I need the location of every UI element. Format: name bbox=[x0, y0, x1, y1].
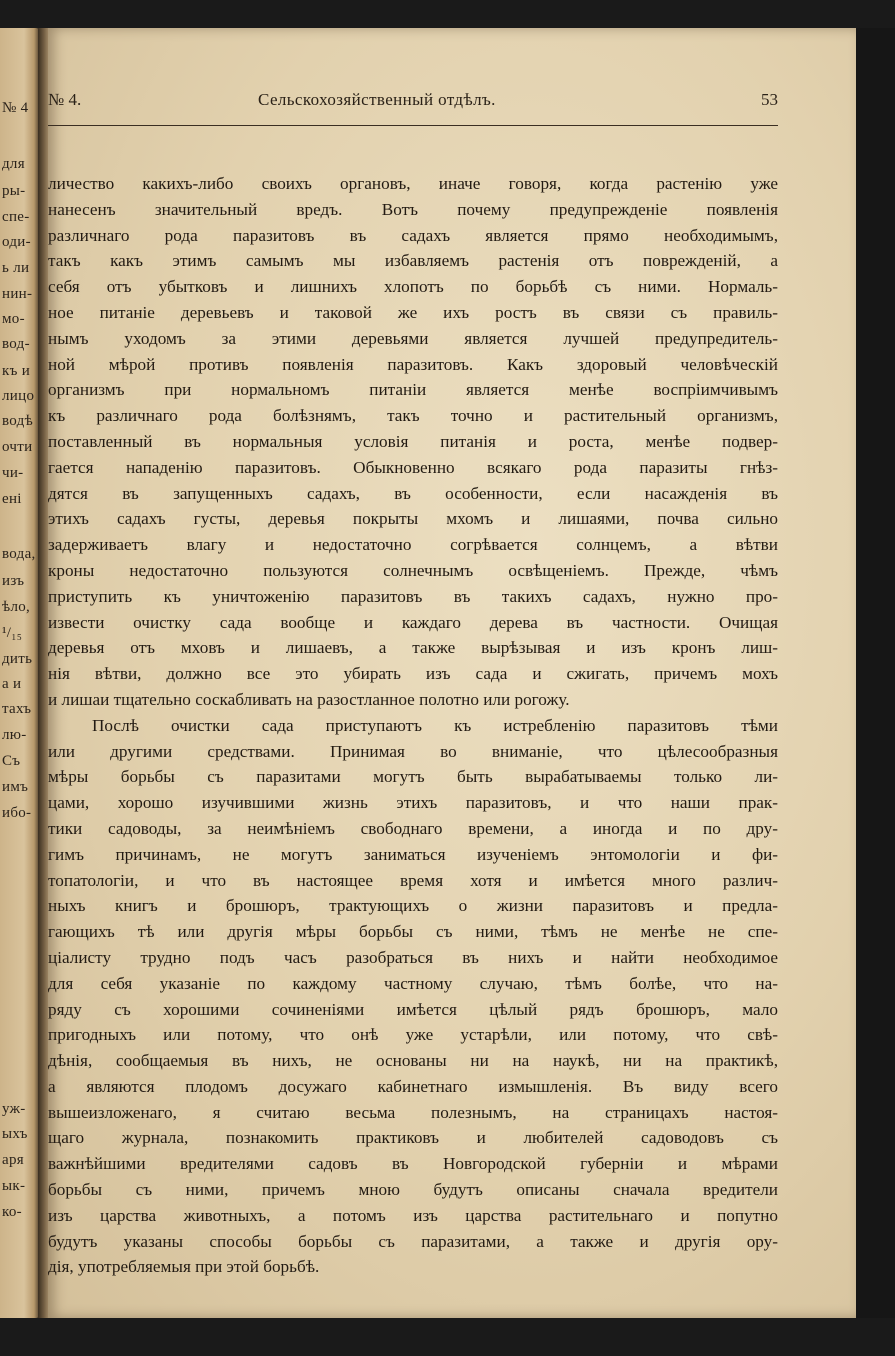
text-line: важнѣйшими вредителями садовъ въ Новгородской губерніи и мѣрами bbox=[48, 1154, 778, 1174]
left-page-fragment: водѣ bbox=[2, 413, 34, 429]
text-line: топатологіи, и что въ настоящее время хотя и имѣется много различ- bbox=[48, 870, 778, 890]
left-page-fragment: имъ bbox=[2, 779, 29, 795]
left-page-fragment: изъ bbox=[2, 573, 25, 589]
book-page bbox=[48, 28, 856, 1318]
text-line: ное питаніе деревьевъ и таковой же ихъ ростъ въ связи съ правиль- bbox=[48, 302, 778, 322]
text-line: себя отъ убытковъ и лишнихъ хлопотъ по борьбѣ съ ними. Нормаль- bbox=[48, 277, 778, 297]
left-page-fragment: ры- bbox=[2, 183, 26, 199]
text-line: различнаго рода паразитовъ въ садахъ является прямо необходимымъ, bbox=[48, 225, 778, 245]
left-page-fragment: уж- bbox=[2, 1101, 26, 1117]
text-line: гимъ причинамъ, не могутъ заниматься изученіемъ энтомологіи и фи- bbox=[48, 844, 778, 864]
text-line: деревья отъ мховъ и лишаевъ, а также вырѣзывая и изъ кронъ лиш- bbox=[48, 638, 778, 658]
text-line: къ различнаго рода болѣзнямъ, такъ точно и растительный организмъ, bbox=[48, 406, 778, 426]
text-line: ціалисту трудно подъ часъ разобраться въ нихъ и найти необходимое bbox=[48, 947, 778, 967]
text-line: ряду съ хорошими сочиненіями имѣется цѣлый рядъ брошюръ, мало bbox=[48, 999, 778, 1019]
left-page-fragment: Съ bbox=[2, 753, 21, 769]
text-line: и лишаи тщательно соскабливать на разостланное полотно или рогожу. bbox=[48, 689, 570, 709]
left-page-fragment: ѣло, bbox=[2, 599, 31, 615]
text-line: пригодныхъ или потому, что онѣ уже устарѣли, или потому, что свѣ- bbox=[48, 1025, 778, 1045]
section-title: Сельскохозяйственный отдѣлъ. bbox=[258, 90, 496, 109]
left-page-fragment: ¹/₁₅ bbox=[2, 625, 23, 641]
left-page-fragment: ыхъ bbox=[2, 1126, 28, 1142]
page-number: 53 bbox=[761, 90, 778, 109]
text-line: задерживаетъ влагу и недостаточно согрѣвается солнцемъ, а вѣтви bbox=[48, 535, 778, 555]
text-line: нія вѣтви, должно все это убирать изъ сада и сжигать, причемъ мохъ bbox=[48, 664, 778, 684]
left-page-fragment: тахъ bbox=[2, 701, 32, 717]
text-line: кроны недостаточно пользуются солнечнымъ освѣщеніемъ. Прежде, чѣмъ bbox=[48, 560, 778, 580]
text-line: дятся въ запущенныхъ садахъ, въ особенности, если насажденія въ bbox=[48, 483, 778, 503]
left-page-fragment: а и bbox=[2, 676, 22, 692]
left-page-fragment: оди- bbox=[2, 234, 31, 250]
left-page-fragment: лю- bbox=[2, 727, 27, 743]
text-line: гается нападенію паразитовъ. Обыкновенно всякаго рода паразиты гнѣз- bbox=[48, 457, 778, 477]
text-line: ныхъ книгъ и брошюръ, трактующихъ о жизни паразитовъ и предла- bbox=[48, 896, 778, 916]
text-line: личество какихъ-либо своихъ органовъ, иначе говоря, когда растенію уже bbox=[48, 174, 778, 193]
text-line: поставленный въ нормальныя условія питанія и роста, менѣе подвер- bbox=[48, 431, 778, 451]
text-line: этихъ садахъ густы, деревья покрыты мхомъ и лишаями, почва сильно bbox=[48, 509, 778, 529]
text-line: или другими средствами. Принимая во вниманіе, что цѣлесообразныя bbox=[48, 741, 778, 761]
left-page-fragment: лицо bbox=[2, 388, 35, 404]
body-text bbox=[48, 171, 778, 1280]
left-page-fragment: ко- bbox=[2, 1204, 22, 1220]
left-page-fragment: нин- bbox=[2, 286, 33, 302]
running-header bbox=[48, 90, 778, 116]
text-line: нымъ уходомъ за этими деревьями является лучшей предупредитель- bbox=[48, 328, 778, 348]
header-rule bbox=[48, 125, 778, 126]
left-page-fragment: вод- bbox=[2, 336, 30, 352]
left-page-fragment: къ и bbox=[2, 363, 31, 379]
text-line: организмъ при нормальномъ питаніи является менѣе воспріимчивымъ bbox=[48, 380, 778, 400]
left-page-fragment: № 4 bbox=[2, 100, 29, 116]
left-page-fragment: аря bbox=[2, 1152, 24, 1168]
left-page-fragment: спе- bbox=[2, 209, 30, 225]
left-page-edge bbox=[0, 28, 40, 1318]
text-line: мѣры борьбы съ паразитами могутъ быть вырабатываемы только ли- bbox=[48, 767, 778, 787]
left-page-fragment: ибо- bbox=[2, 805, 32, 821]
text-line: вышеизложенаго, я считаю весьма полезнымъ, на страницахъ настоя- bbox=[48, 1102, 778, 1122]
text-line: щаго журнала, познакомить практиковъ и любителей садоводовъ съ bbox=[48, 1128, 778, 1148]
text-line: изъ царства животныхъ, а потомъ изъ царства растительнаго и попутно bbox=[48, 1205, 778, 1225]
text-line: а являются плодомъ досужаго кабинетнаго измышленія. Въ виду всего bbox=[48, 1076, 778, 1096]
left-page-fragment: дить bbox=[2, 651, 33, 667]
left-page-fragment: ь ли bbox=[2, 260, 30, 276]
text-line: извести очистку сада вообще и каждаго дерева въ частности. Очищая bbox=[48, 612, 778, 632]
issue-number: № 4. bbox=[48, 90, 82, 109]
text-line: борьбы съ ними, причемъ мною будутъ описаны сначала вредители bbox=[48, 1180, 778, 1200]
text-line: приступить къ уничтоженію паразитовъ въ такихъ садахъ, нужно про- bbox=[48, 586, 778, 606]
left-page-fragment: чи- bbox=[2, 465, 24, 481]
left-page-fragment: ык- bbox=[2, 1178, 26, 1194]
left-page-fragment: очти bbox=[2, 439, 33, 455]
text-line: для себя указаніе по каждому частному случаю, тѣмъ болѣе, что на- bbox=[48, 973, 778, 993]
text-line: дѣнія, сообщаемыя въ нихъ, не основаны ни на наукѣ, ни на практикѣ, bbox=[48, 1051, 778, 1071]
left-page-fragment: вода, bbox=[2, 546, 36, 562]
text-line: тики садоводы, за неимѣніемъ свободнаго времени, а иногда и по дру- bbox=[48, 818, 778, 838]
text-line: ной мѣрой противъ появленія паразитовъ. Какъ здоровый человѣческій bbox=[48, 354, 778, 374]
left-page-fragment: ені bbox=[2, 491, 22, 507]
left-page-fragment: мо- bbox=[2, 311, 25, 327]
background-edge bbox=[856, 28, 895, 1318]
text-line: такъ какъ этимъ самымъ мы избавляемъ растенія отъ поврежденій, а bbox=[48, 251, 778, 271]
text-line: будутъ указаны способы борьбы съ паразитами, а также и другія ору- bbox=[48, 1231, 778, 1251]
text-line: гающихъ тѣ или другія мѣры борьбы съ ними, тѣмъ не менѣе не спе- bbox=[48, 922, 778, 942]
text-line: дія, употребляемыя при этой борьбѣ. bbox=[48, 1257, 320, 1277]
text-line: цами, хорошо изучившими жизнь этихъ паразитовъ, и что наши прак- bbox=[48, 793, 778, 813]
text-line: нанесенъ значительный вредъ. Вотъ почему предупрежденіе появленія bbox=[48, 199, 778, 219]
text-line: Послѣ очистки сада приступаютъ къ истребленію паразитовъ тѣми bbox=[92, 715, 778, 735]
left-page-fragment: для bbox=[2, 156, 25, 172]
